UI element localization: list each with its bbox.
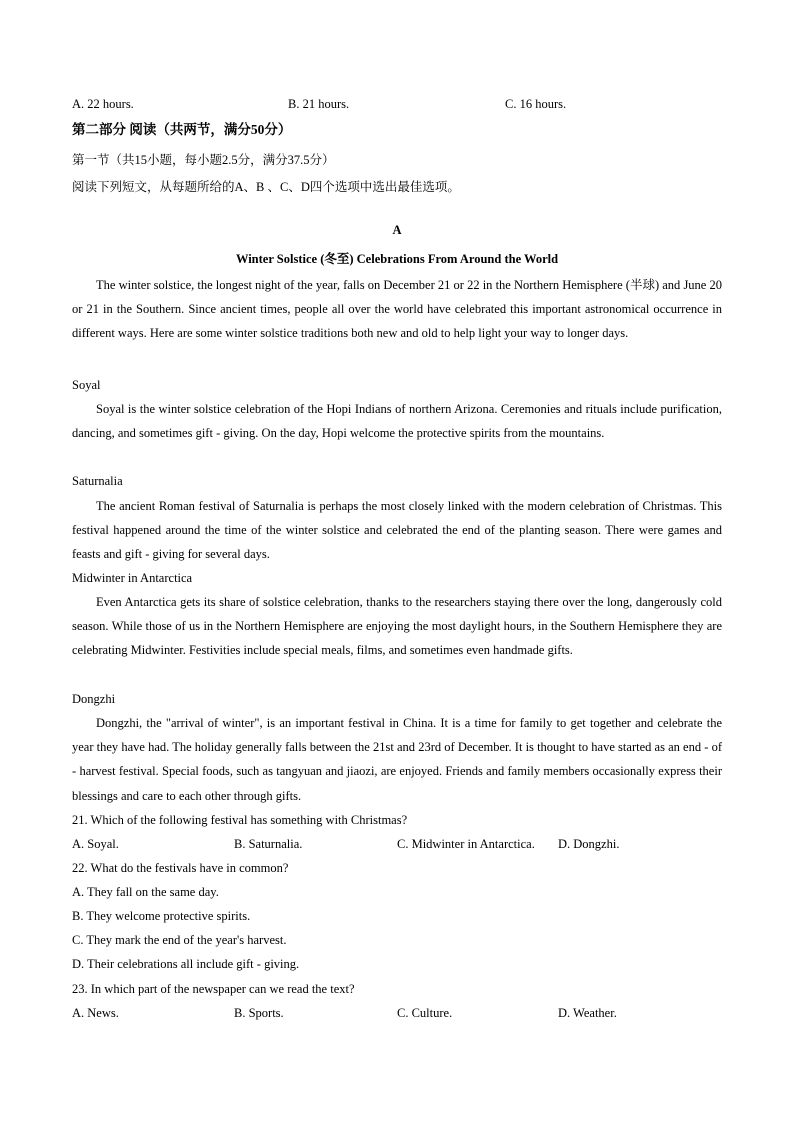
intro-paragraph: The winter solstice, the longest night of the year, falls on December 21 or 22 in the Northern Hemisphere (半球) and June 20 or 21 in the Southern. Since ancient times, people all over the world have celebrated this important astronomical occurrence in different ways. Here are some winter solstice traditions both new and old to help light your way to longer days. xyxy=(72,278,722,341)
section-heading-dongzhi: Dongzhi xyxy=(72,692,116,706)
question-21-option-d: D. Dongzhi. xyxy=(558,837,620,851)
question-21-stem: 21. Which of the following festival has something with Christmas? xyxy=(72,813,408,827)
question-22-stem: 22. What do the festivals have in common? xyxy=(72,861,289,875)
top-option-c: C. 16 hours. xyxy=(505,97,567,111)
section1-title: 第一节（共15小题，每小题2.5分，满分37.5分） xyxy=(72,153,335,167)
top-option-b: B. 21 hours. xyxy=(288,97,350,111)
question-22-option-d: D. Their celebrations all include gift - giving. xyxy=(72,957,300,971)
passage-letter: A xyxy=(392,223,402,237)
section-text-antarctica: Even Antarctica gets its share of solstice celebration, thanks to the researchers staying there over the long, dangerously cold season. While those of us in the Northern Hemisphere are enjoying the most daylight hours, in the Southern Hemisphere they are celebrating Midwinter. Festivities include special meals, films, and sometimes even handmade gifts. xyxy=(72,595,722,658)
section-heading-saturnalia: Saturnalia xyxy=(72,474,123,488)
question-21-option-c: C. Midwinter in Antarctica. xyxy=(397,837,535,851)
question-23-option-a: A. News. xyxy=(72,1006,119,1020)
question-22-option-a: A. They fall on the same day. xyxy=(72,885,219,899)
part2-title: 第二部分 阅读（共两节，满分50分） xyxy=(72,122,292,137)
section-text-dongzhi: Dongzhi, the "arrival of winter", is an important festival in China. It is a time for family to get together and celebrate the year they have had. The holiday generally falls between the 21st and 23rd of December. It is thought to have started as an end - of - harvest festival. Special foods, such as tangyuan and jiaozi, are enjoyed. Friends and family members occasionally express their blessings and care to each other through gifts. xyxy=(72,716,722,803)
section-heading-antarctica: Midwinter in Antarctica xyxy=(72,571,193,585)
question-21-option-b: B. Saturnalia. xyxy=(234,837,303,851)
question-23-option-c: C. Culture. xyxy=(397,1006,453,1020)
question-21-option-a: A. Soyal. xyxy=(72,837,119,851)
question-23-option-b: B. Sports. xyxy=(234,1006,284,1020)
instructions: 阅读下列短文，从每题所给的A、B 、C、D四个选项中选出最佳选项。 xyxy=(72,180,460,194)
section-heading-soyal: Soyal xyxy=(72,378,101,392)
question-22-option-c: C. They mark the end of the year's harvest. xyxy=(72,933,287,947)
question-23-option-d: D. Weather. xyxy=(558,1006,617,1020)
question-23-stem: 23. In which part of the newspaper can we read the text? xyxy=(72,982,355,996)
section-text-saturnalia: The ancient Roman festival of Saturnalia is perhaps the most closely linked with the modern celebration of Christmas. This festival happened around the time of the winter solstice and celebrated the end of the planting season. There were games and feasts and gift - giving for several days. xyxy=(72,499,722,562)
top-option-a: A. 22 hours. xyxy=(72,97,134,111)
passage-title: Winter Solstice (冬至) Celebrations From Around the World xyxy=(235,252,559,266)
section-text-soyal: Soyal is the winter solstice celebration of the Hopi Indians of northern Arizona. Ceremonies and rituals include purification, dancing, and sometimes gift - giving. On the day, Hopi welcome the protective spirits from the mountains. xyxy=(72,402,722,441)
question-22-option-b: B. They welcome protective spirits. xyxy=(72,909,251,923)
